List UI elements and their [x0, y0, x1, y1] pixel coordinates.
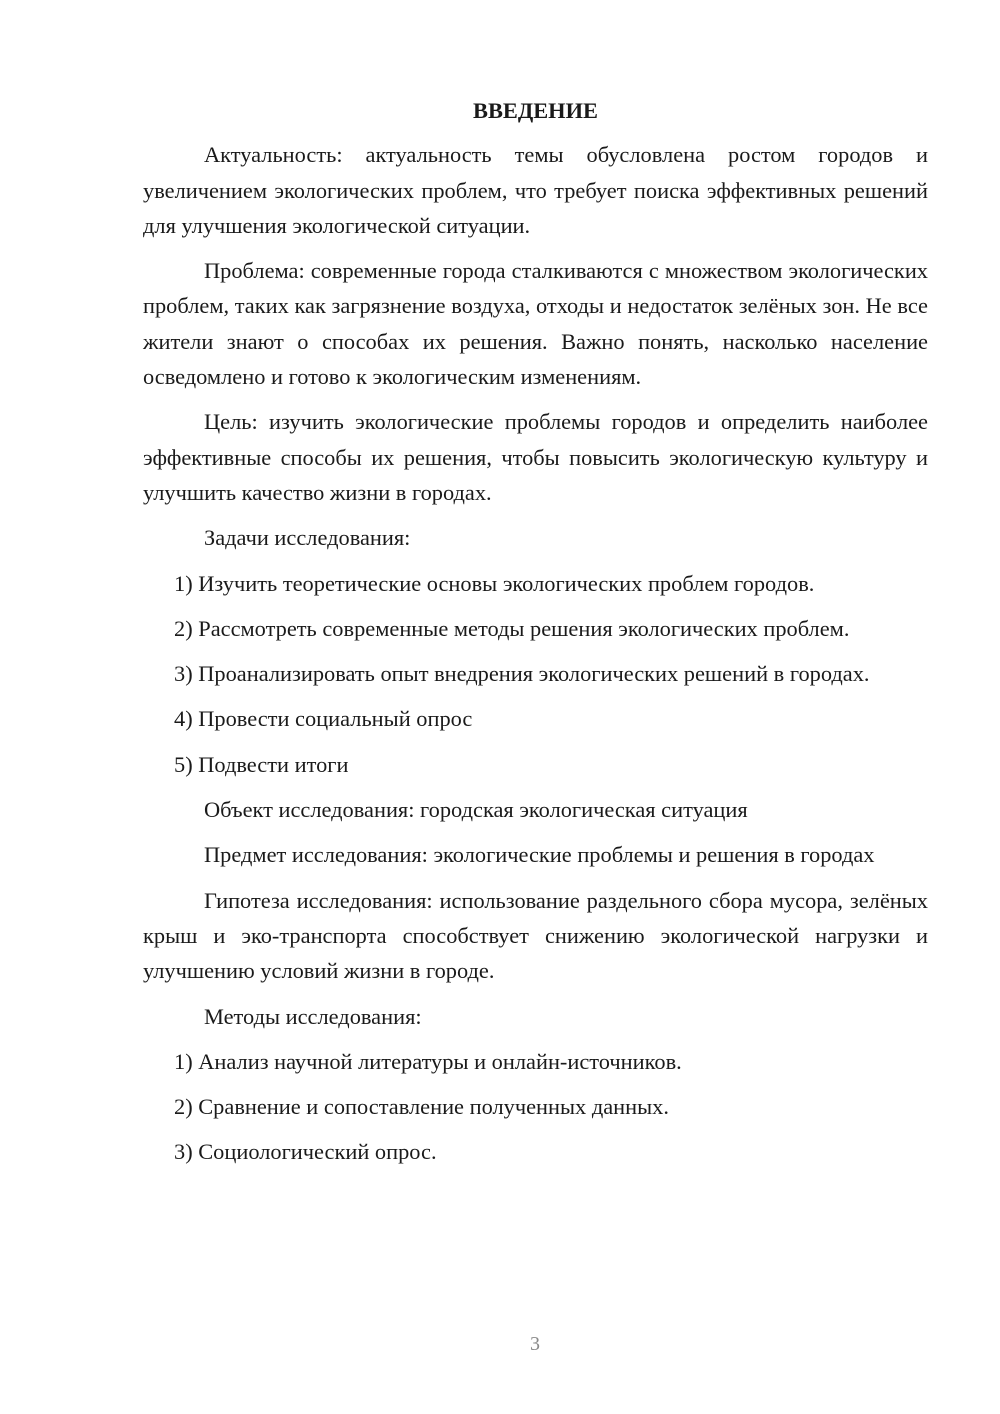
task-item-3: 3) Проанализировать опыт внедрения экологических решений в городах. — [174, 661, 870, 687]
task-item-5: 5) Подвести итоги — [174, 751, 349, 777]
tasks-heading: Задачи исследования: — [204, 525, 411, 551]
page-title: ВВЕДЕНИЕ — [473, 98, 598, 123]
paragraph-problem: Проблема: современные города сталкиваются с множеством экологических проблем, таких как загрязнение воздуха, отходы и недостаток зелёных зон. Не все жители знают о способах их решения. Важно понять, насколько население осведомлено и готово к экологическим изменениям. — [143, 258, 928, 390]
task-item-1: 1) Изучить теоретические основы экологических проблем городов. — [174, 570, 815, 596]
methods-heading: Методы исследования: — [204, 1003, 422, 1029]
paragraph-goal: Цель: изучить экологические проблемы городов и определить наиболее эффективные способы их решения, чтобы повысить экологическую культуру и улучшить качество жизни в городах. — [143, 409, 928, 505]
page-number: 3 — [530, 1333, 540, 1355]
research-hypothesis: Гипотеза исследования: использование раздельного сбора мусора, зелёных крыш и эко-транспорта способствует снижению экологической нагрузки и улучшению условий жизни в городе. — [143, 887, 928, 984]
method-item-1: 1) Анализ научной литературы и онлайн-источников. — [174, 1048, 682, 1074]
method-item-3: 3) Социологический опрос. — [174, 1139, 437, 1165]
method-item-2: 2) Сравнение и сопоставление полученных данных. — [174, 1094, 669, 1120]
task-item-4: 4) Провести социальный опрос — [174, 706, 473, 732]
document-body — [143, 93, 928, 1180]
research-subject: Предмет исследования: экологические проблемы и решения в городах — [204, 842, 875, 868]
task-item-2: 2) Рассмотреть современные методы решения экологических проблем. — [174, 615, 850, 641]
research-object: Объект исследования: городская экологическая ситуация — [204, 797, 748, 823]
paragraph-relevance: Актуальность: актуальность темы обусловлена ростом городов и увеличением экологических проблем, что требует поиска эффективных решений для улучшения экологической ситуации. — [143, 142, 928, 238]
